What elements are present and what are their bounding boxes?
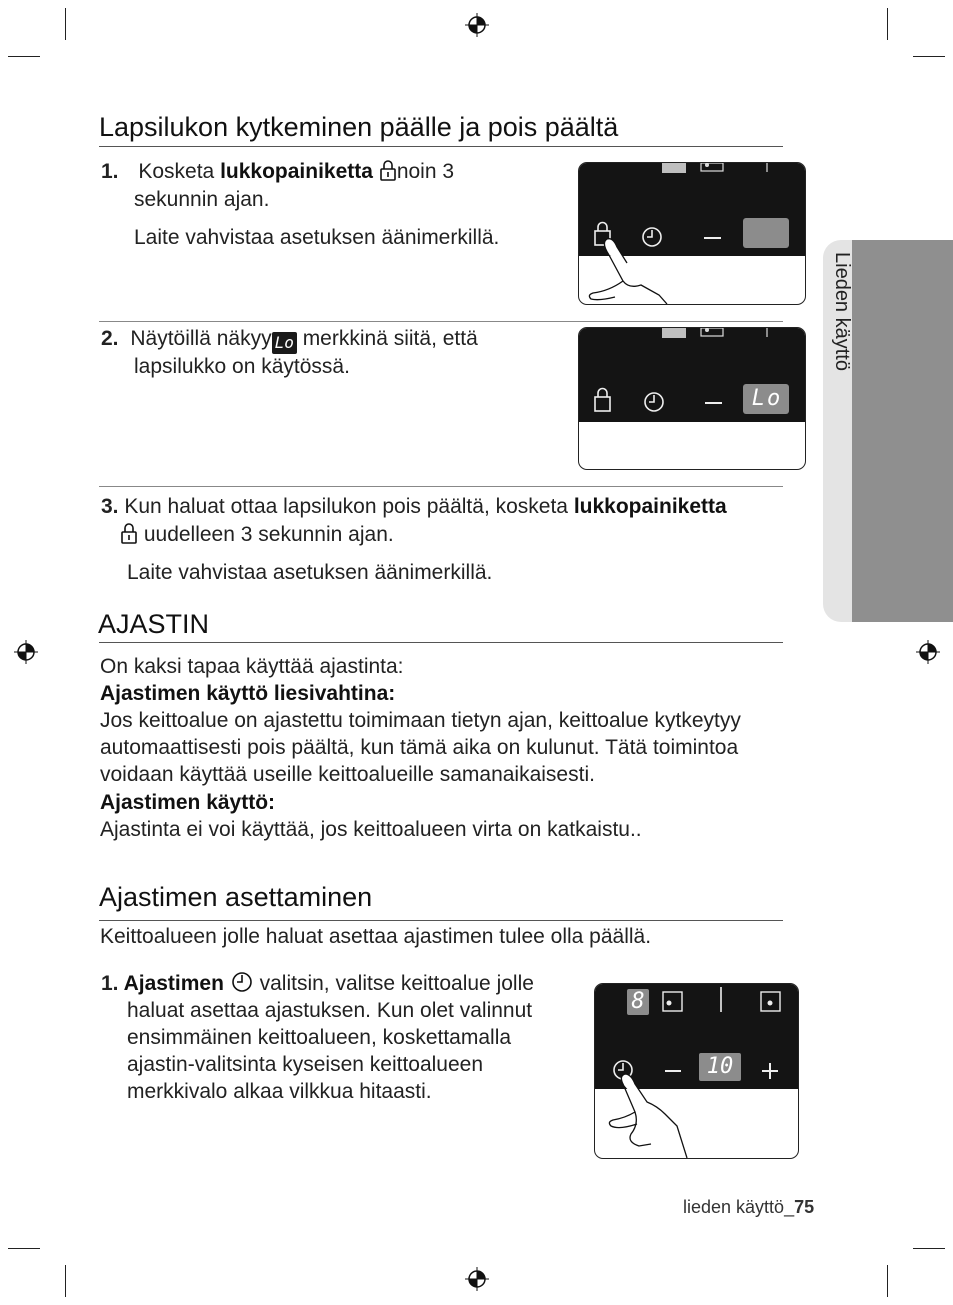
section-title: Lapsilukon kytkeminen päälle ja pois päältä [99,112,619,142]
control-panel-illustration [578,162,806,305]
step-1-line-1 [101,158,454,185]
crop-mark [65,1265,66,1297]
registration-mark-icon [465,1267,489,1291]
crop-mark [8,56,40,57]
registration-mark-icon [916,640,940,664]
section-title: Ajastimen asettaminen [99,882,373,912]
crop-mark [913,56,945,57]
step-1-note: Laite vahvistaa asetuksen äänimerkillä. [134,226,500,249]
step-3-line-2 [120,521,394,548]
bold-term: lukkopainiketta [220,160,373,183]
crop-mark [887,8,888,40]
paragraph-line: Jos keittoalue on ajastettu toimimaan tietyn ajan, keittoalue kytkeytyy [100,709,741,732]
side-tab-label: Lieden käyttö [831,252,853,371]
intro-text: On kaksi tapaa käyttää ajastinta: [100,655,404,678]
divider [99,486,783,487]
title-rule [99,146,783,147]
page-number: 75 [794,1197,815,1217]
subheading: Ajastimen käyttö liesivahtina: [100,682,396,705]
paragraph-line: voidaan käyttää useille keittoalueille samanaikaisesti. [100,763,595,786]
step-1-line: ensimmäinen keittoalueen, koskettamalla [127,1026,512,1049]
step-text: noin 3 [396,160,455,183]
step-text: Kun haluat ottaa lapsilukon pois päältä, kosketa [118,495,574,518]
panel-graphics [579,163,805,304]
divider [99,321,783,322]
step-2-line-2: lapsilukko on käytössä. [134,355,350,378]
lock-icon [379,159,397,181]
step-2-line-1 [101,325,478,354]
step-number: 1. [101,972,119,995]
lo-display: Lo [751,386,783,411]
lock-icon [120,522,138,544]
footer-text: lieden käyttö_ [683,1197,795,1217]
crop-mark [8,1248,40,1249]
subheading: Ajastimen käyttö: [100,791,276,814]
step-number: 3. [101,495,119,518]
paragraph-line: Ajastinta ei voi käyttää, jos keittoalueen virta on katkaistu.. [100,818,642,841]
control-panel-illustration [594,983,799,1159]
time-display: 10 [706,1054,734,1079]
step-text: merkkinä siitä, että [296,327,478,350]
control-panel-illustration [578,327,806,470]
side-tab-strip [852,240,953,622]
title-rule [99,642,783,643]
registration-mark-icon [14,640,38,664]
step-text: uudelleen 3 sekunnin ajan. [138,523,394,546]
page-footer [683,1197,814,1218]
registration-mark-icon [465,13,489,37]
step-number: 2. [101,327,119,350]
step-1-line: ajastin-valitsinta kyseisen keittoalueen [127,1053,484,1076]
section-title: AJASTIN [98,609,210,639]
timer-icon [230,970,254,994]
panel-graphics [595,984,798,1158]
step-1-line-2: sekunnin ajan. [134,188,270,211]
step-text: Kosketa [138,160,221,183]
title-rule [99,920,783,921]
step-text: Näytöillä näkyy [130,327,272,350]
crop-mark [65,8,66,40]
zone-display: 8 [631,989,645,1014]
lo-display-badge: Lo [272,332,297,354]
step-3-line-1 [101,493,727,520]
step-text: valitsin, valitse keittoalue jolle [253,972,534,995]
step-1-line: merkkivalo alkaa vilkkua hitaasti. [127,1080,432,1103]
bold-term: Ajastimen [118,972,224,995]
intro-text: Keittoalueen jolle haluat asettaa ajastimen tulee olla päällä. [100,925,652,948]
step-1-line: haluat asettaa ajastuksen. Kun olet valinnut [127,999,533,1022]
step-1-line-1 [101,970,534,997]
paragraph-line: automaattisesti pois päältä, kun tämä aika on kulunut. Tätä toimintoa [100,736,739,759]
bold-term: lukkopainiketta [573,495,727,518]
step-number: 1. [101,160,119,183]
step-3-note: Laite vahvistaa asetuksen äänimerkillä. [127,561,493,584]
crop-mark [913,1248,945,1249]
crop-mark [887,1265,888,1297]
